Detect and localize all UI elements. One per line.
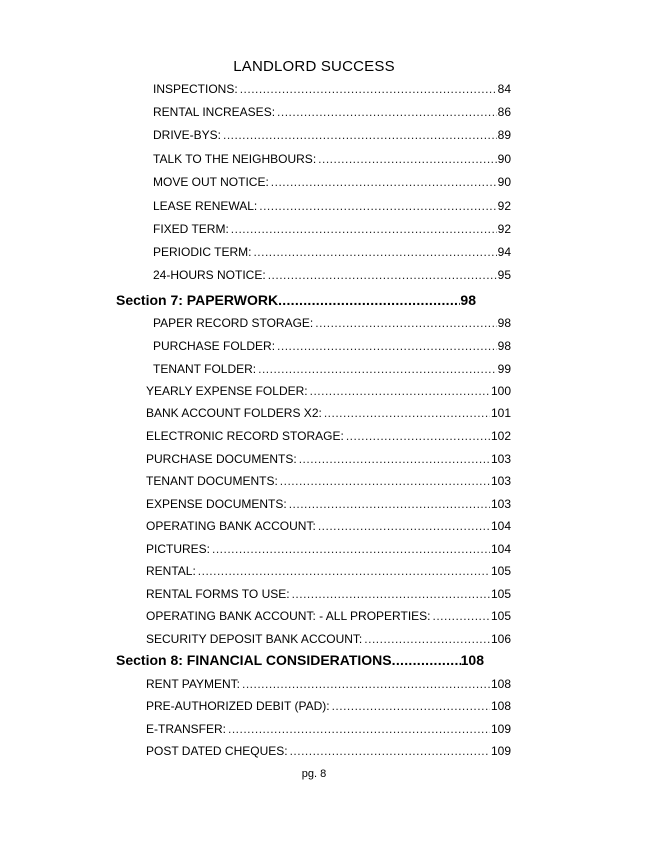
toc-entry[interactable] xyxy=(146,608,511,624)
toc-entry-title: RENT PAYMENT: xyxy=(146,677,241,691)
toc-leader-dots xyxy=(242,676,490,692)
toc-leader-dots xyxy=(253,244,496,260)
toc-entry-page: 98 xyxy=(497,339,511,353)
toc-leader-dots xyxy=(258,361,497,377)
toc-entry-title: OPERATING BANK ACCOUNT: - ALL PROPERTIES: xyxy=(146,609,431,623)
toc-entry[interactable] xyxy=(153,127,511,143)
toc-entry-page: 105 xyxy=(490,564,511,578)
toc-section-title: Section 8: FINANCIAL CONSIDERATIONS xyxy=(116,652,392,668)
toc-entry-title: ELECTRONIC RECORD STORAGE: xyxy=(146,429,344,443)
toc-section-title: Section 7: PAPERWORK xyxy=(116,292,279,308)
toc-leader-dots xyxy=(280,473,490,489)
toc-leader-dots xyxy=(277,338,497,354)
toc-entry[interactable] xyxy=(153,174,511,190)
toc-entry[interactable] xyxy=(146,563,511,579)
toc-leader-dots xyxy=(299,451,490,467)
toc-entry-page: 86 xyxy=(497,105,511,119)
toc-entry[interactable] xyxy=(146,451,511,467)
toc-leader-dots xyxy=(259,198,496,214)
toc-entry-title: BANK ACCOUNT FOLDERS X2: xyxy=(146,406,322,420)
toc-entry-page: 92 xyxy=(497,199,511,213)
toc-leader-dots xyxy=(318,518,490,534)
toc-entry[interactable] xyxy=(146,541,511,557)
toc-entry-page: 103 xyxy=(490,474,511,488)
toc-entry-page: 98 xyxy=(497,316,511,330)
toc-entry-title: RENTAL FORMS TO USE: xyxy=(146,587,290,601)
toc-entry-title: SECURITY DEPOSIT BANK ACCOUNT: xyxy=(146,632,363,646)
toc-entry[interactable] xyxy=(146,518,511,534)
toc-entry[interactable] xyxy=(153,267,511,283)
toc-entry-page: 109 xyxy=(490,744,511,758)
toc-leader-dots xyxy=(364,631,490,647)
toc-leader-dots xyxy=(268,267,497,283)
toc-entry-page: 90 xyxy=(497,175,511,189)
page-number-footer: pg. 8 xyxy=(301,768,327,780)
toc-entry-title: MOVE OUT NOTICE: xyxy=(153,175,269,189)
toc-entry[interactable] xyxy=(153,81,511,97)
toc-entry[interactable] xyxy=(146,698,511,714)
toc-entry-title: E-TRANSFER: xyxy=(146,722,227,736)
toc-entry-page: 90 xyxy=(497,152,511,166)
toc-entry[interactable] xyxy=(146,428,511,444)
toc-entry-title: TALK TO THE NEIGHBOURS: xyxy=(153,152,317,166)
toc-leader-dots xyxy=(392,650,461,670)
toc-section-7[interactable] xyxy=(116,290,476,310)
toc-section-page: 98 xyxy=(460,292,476,308)
toc-entry[interactable] xyxy=(153,104,511,120)
toc-entry-page: 100 xyxy=(490,384,511,398)
toc-entry-title: RENTAL INCREASES: xyxy=(153,105,276,119)
toc-entry[interactable] xyxy=(153,221,511,237)
toc-entry[interactable] xyxy=(153,151,511,167)
toc-leader-dots xyxy=(290,743,490,759)
toc-leader-dots xyxy=(318,151,496,167)
toc-entry-page: 92 xyxy=(497,222,511,236)
toc-entry[interactable] xyxy=(146,631,511,647)
toc-entry-page: 102 xyxy=(490,429,511,443)
toc-leader-dots xyxy=(315,315,496,331)
toc-leader-dots xyxy=(289,496,490,512)
toc-entry-title: INSPECTIONS: xyxy=(153,82,238,96)
toc-entry-page: 108 xyxy=(490,699,511,713)
toc-leader-dots xyxy=(433,608,490,624)
toc-leader-dots xyxy=(324,405,490,421)
toc-entry[interactable] xyxy=(153,244,511,260)
toc-entry-page: 99 xyxy=(497,362,511,376)
toc-entry-page: 104 xyxy=(490,542,511,556)
toc-entry[interactable] xyxy=(146,676,511,692)
toc-entry-page: 105 xyxy=(490,609,511,623)
toc-entry-title: TENANT FOLDER: xyxy=(153,362,257,376)
toc-entry-page: 106 xyxy=(490,632,511,646)
page-header-title: LANDLORD SUCCESS xyxy=(233,58,395,75)
toc-leader-dots xyxy=(310,383,490,399)
toc-entry-title: PICTURES: xyxy=(146,542,211,556)
toc-entry-page: 95 xyxy=(497,268,511,282)
toc-entry-page: 104 xyxy=(490,519,511,533)
toc-entry-title: PRE-AUTHORIZED DEBIT (PAD): xyxy=(146,699,330,713)
toc-entry-title: FIXED TERM: xyxy=(153,222,229,236)
toc-entry[interactable] xyxy=(153,361,511,377)
toc-leader-dots xyxy=(292,586,490,602)
toc-leader-dots xyxy=(231,221,497,237)
toc-entry-title: 24-HOURS NOTICE: xyxy=(153,268,266,282)
toc-entry[interactable] xyxy=(146,405,511,421)
toc-entry-title: OPERATING BANK ACCOUNT: xyxy=(146,519,316,533)
toc-entry-page: 103 xyxy=(490,452,511,466)
toc-entry[interactable] xyxy=(146,383,511,399)
toc-leader-dots xyxy=(212,541,490,557)
toc-entry[interactable] xyxy=(146,586,511,602)
toc-entry[interactable] xyxy=(153,338,511,354)
toc-leader-dots xyxy=(277,104,497,120)
toc-leader-dots xyxy=(271,174,497,190)
toc-leader-dots xyxy=(198,563,490,579)
toc-entry-page: 108 xyxy=(490,677,511,691)
toc-entry-title: LEASE RENEWAL: xyxy=(153,199,258,213)
toc-entry-title: RENTAL: xyxy=(146,564,196,578)
toc-entry[interactable] xyxy=(146,473,511,489)
toc-entry-page: 109 xyxy=(490,722,511,736)
toc-entry-page: 105 xyxy=(490,587,511,601)
toc-entry[interactable] xyxy=(146,721,511,737)
toc-entry-title: YEARLY EXPENSE FOLDER: xyxy=(146,384,308,398)
toc-entry-title: PERIODIC TERM: xyxy=(153,245,252,259)
toc-entry-title: TENANT DOCUMENTS: xyxy=(146,474,278,488)
toc-entry-title: PURCHASE FOLDER: xyxy=(153,339,276,353)
toc-entry-page: 103 xyxy=(490,497,511,511)
toc-leader-dots xyxy=(240,81,497,97)
toc-leader-dots xyxy=(228,721,490,737)
toc-leader-dots xyxy=(332,698,490,714)
toc-leader-dots xyxy=(223,127,497,143)
toc-entry-page: 94 xyxy=(497,245,511,259)
toc-entry[interactable] xyxy=(146,496,511,512)
toc-entry[interactable] xyxy=(146,743,511,759)
toc-entry-page: 101 xyxy=(490,406,511,420)
toc-entry-title: PURCHASE DOCUMENTS: xyxy=(146,452,297,466)
toc-entry-page: 84 xyxy=(497,82,511,96)
toc-entry-title: DRIVE-BYS: xyxy=(153,128,222,142)
toc-entry-page: 89 xyxy=(497,128,511,142)
toc-entry[interactable] xyxy=(153,198,511,214)
toc-entry-title: PAPER RECORD STORAGE: xyxy=(153,316,314,330)
toc-entry-title: EXPENSE DOCUMENTS: xyxy=(146,497,287,511)
toc-entry-title: POST DATED CHEQUES: xyxy=(146,744,288,758)
toc-section-8[interactable] xyxy=(116,650,484,670)
toc-section-page: 108 xyxy=(460,652,484,668)
toc-entry[interactable] xyxy=(153,315,511,331)
toc-leader-dots xyxy=(346,428,490,444)
toc-leader-dots xyxy=(278,290,460,310)
